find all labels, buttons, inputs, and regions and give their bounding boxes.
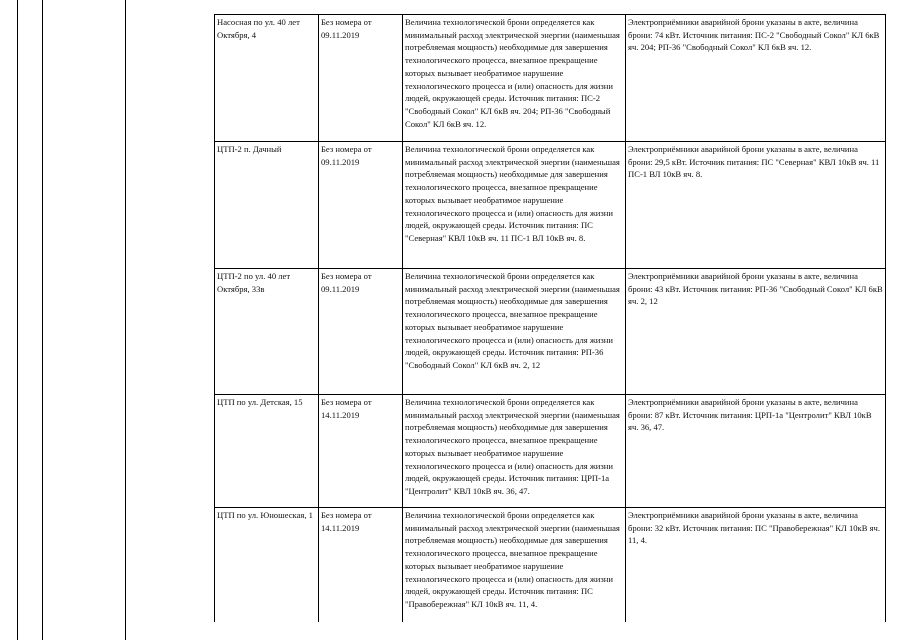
object-name-cell: ЦТП по ул. Детская, 15 [215, 395, 319, 508]
act-date-cell: Без номера от 14.11.2019 [319, 395, 403, 508]
object-name-cell: Насосная по ул. 40 лет Октября, 4 [215, 15, 319, 142]
act-date-cell: Без номера от 09.11.2019 [319, 269, 403, 395]
reserve-basis-cell: Величина технологической брони определяется как минимальный расход электрической энергии (наименьшая потребляемая мощность) необходимые для завершения технологического процесса, внезапное прекращение которых вызывает необратимое нарушение технологического процесса и (или) опасность для жизни людей, окружающей среды. Источник питания: РП-36 "Свободный Сокол" КЛ 6кВ яч. 2, 12 [403, 269, 626, 395]
table-row [215, 269, 886, 395]
receivers-cell: Электроприёмники аварийной брони указаны в акте, величина брони: 32 кВт. Источник питания: ПС "Правобережная" КЛ 10кВ яч. 11, 4. [626, 508, 886, 622]
table-row [215, 508, 886, 622]
table-row [215, 395, 886, 508]
reserve-basis-cell: Величина технологической брони определяется как минимальный расход электрической энергии (наименьшая потребляемая мощность) необходимые для завершения технологического процесса, внезапное прекращение которых вызывает необратимое нарушение технологического процесса и (или) опасность для жизни людей, окружающей среды. Источник питания: ПС "Правобережная" КЛ 10кВ яч. 11, 4. [403, 508, 626, 622]
act-date-cell: Без номера от 09.11.2019 [319, 15, 403, 142]
receivers-cell: Электроприёмники аварийной брони указаны в акте, величина брони: 74 кВт. Источник питания: ПС-2 "Свободный Сокол" КЛ 6кВ яч. 204; РП-36 "Свободный Сокол" КЛ 6кВ яч. 12. [626, 15, 886, 142]
receivers-cell: Электроприёмники аварийной брони указаны в акте, величина брони: 87 кВт. Источник питания: ЦРП-1а "Центролит" КВЛ 10кВ яч. 36, 47. [626, 395, 886, 508]
object-name-cell: ЦТП по ул. Юношеская, 1 [215, 508, 319, 622]
left-column-border-1 [17, 0, 18, 640]
left-column-border-3 [125, 0, 126, 640]
act-date-cell: Без номера от 14.11.2019 [319, 508, 403, 622]
receivers-cell: Электроприёмники аварийной брони указаны в акте, величина брони: 43 кВт. Источник питания: РП-36 "Свободный Сокол" КЛ 6кВ яч. 2, 12 [626, 269, 886, 395]
reserve-basis-cell: Величина технологической брони определяется как минимальный расход электрической энергии (наименьшая потребляемая мощность) необходимые для завершения технологического процесса, внезапное прекращение которых вызывает необратимое нарушение технологического процесса и (или) опасность для жизни людей, окружающей среды. Источник питания: ЦРП-1а "Центролит" КВЛ 10кВ яч. 36, 47. [403, 395, 626, 508]
table-row [215, 142, 886, 269]
left-column-border-2 [42, 0, 43, 640]
object-name-cell: ЦТП-2 по ул. 40 лет Октября, 33в [215, 269, 319, 395]
act-date-cell: Без номера от 09.11.2019 [319, 142, 403, 269]
table-row [215, 15, 886, 142]
object-name-cell: ЦТП-2 п. Дачный [215, 142, 319, 269]
reservation-table [214, 14, 886, 622]
reserve-basis-cell: Величина технологической брони определяется как минимальный расход электрической энергии (наименьшая потребляемая мощность) необходимые для завершения технологического процесса, внезапное прекращение которых вызывает необратимое нарушение технологического процесса и (или) опасность для жизни людей, окружающей среды. Источник питания: ПС "Северная" КВЛ 10кВ яч. 11 ПС-1 ВЛ 10кВ яч. 8. [403, 142, 626, 269]
reserve-basis-cell: Величина технологической брони определяется как минимальный расход электрической энергии (наименьшая потребляемая мощность) необходимые для завершения технологического процесса, внезапное прекращение которых вызывает необратимое нарушение технологического процесса и (или) опасность для жизни людей, окружающей среды. Источник питания: ПС-2 "Свободный Сокол" КЛ 6кВ яч. 204; РП-36 "Свободный Сокол" КЛ 6кВ яч. 12. [403, 15, 626, 142]
receivers-cell: Электроприёмники аварийной брони указаны в акте, величина брони: 29,5 кВт. Источник питания: ПС "Северная" КВЛ 10кВ яч. 11 ПС-1 ВЛ 10кВ яч. 8. [626, 142, 886, 269]
